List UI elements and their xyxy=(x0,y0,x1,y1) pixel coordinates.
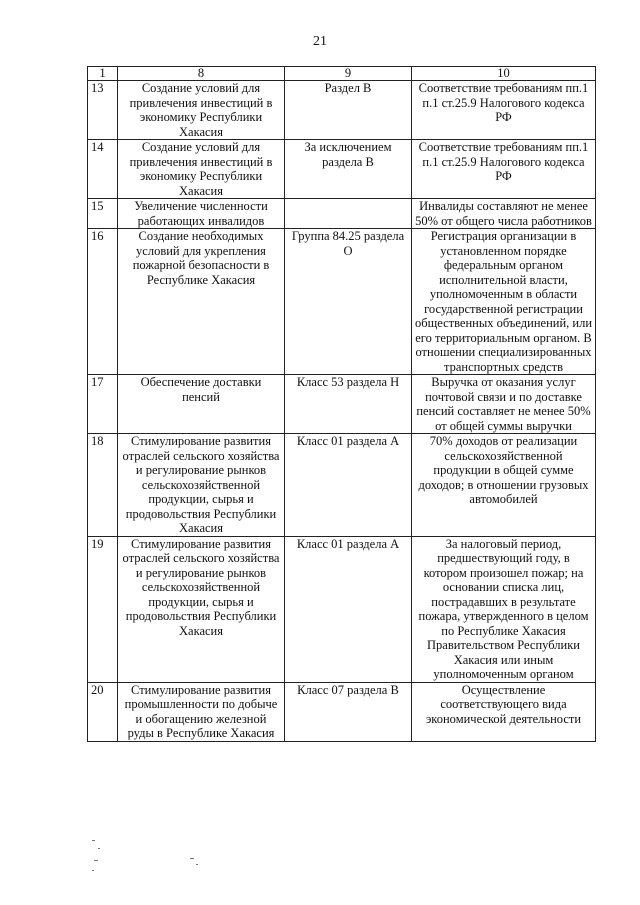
header-col-9: 9 xyxy=(285,67,412,81)
table-row xyxy=(88,140,596,199)
goal-cell: Создание необходимых условий для укрепления пожарной безопасности в Республике Хакасия xyxy=(118,229,285,375)
condition-cell: Осуществление соответствующего вида экономической деятельности xyxy=(412,682,596,741)
row-number: 20 xyxy=(88,682,118,741)
condition-cell: 70% доходов от реализации сельскохозяйственной продукции в общей сумме доходов; в отношении грузовых автомобилей xyxy=(412,434,596,537)
activity-code-cell xyxy=(285,199,412,229)
document-table xyxy=(87,66,596,742)
row-number: 15 xyxy=(88,199,118,229)
activity-code-cell: Класс 01 раздела А xyxy=(285,536,412,682)
row-number: 16 xyxy=(88,229,118,375)
activity-code-cell: За исключением раздела В xyxy=(285,140,412,199)
row-number: 19 xyxy=(88,536,118,682)
goal-cell: Создание условий для привлечения инвестиций в экономику Республики Хакасия xyxy=(118,81,285,140)
goal-cell: Стимулирование развития промышленности по добыче и обогащению железной руды в Республике Хакасия xyxy=(118,682,285,741)
activity-code-cell: Класс 53 раздела Н xyxy=(285,375,412,434)
condition-cell: За налоговый период, предшествующий году, в котором произошел пожар; на основании списка лиц, пострадавших в результате пожара, утвержденного в целом по Республике Хакасия Правительством Республики Хакасия или иным уполномоченным органом xyxy=(412,536,596,682)
header-col-1: 1 xyxy=(88,67,118,81)
header-col-8: 8 xyxy=(118,67,285,81)
activity-code-cell: Класс 07 раздела В xyxy=(285,682,412,741)
activity-code-cell: Группа 84.25 раздела О xyxy=(285,229,412,375)
table-row xyxy=(88,536,596,682)
table-row xyxy=(88,199,596,229)
row-number: 14 xyxy=(88,140,118,199)
goal-cell: Увеличение численности работающих инвалидов xyxy=(118,199,285,229)
condition-cell: Выручка от оказания услуг почтовой связи и по доставке пенсий составляет не менее 50% от общей суммы выручки xyxy=(412,375,596,434)
condition-cell: Инвалиды составляют не менее 50% от общего числа работников xyxy=(412,199,596,229)
table-row xyxy=(88,229,596,375)
header-col-10: 10 xyxy=(412,67,596,81)
table-header-row xyxy=(88,67,596,81)
condition-cell: Соответствие требованиям пп.1 п.1 ст.25.9 Налогового кодекса РФ xyxy=(412,140,596,199)
goal-cell: Создание условий для привлечения инвестиций в экономику Республики Хакасия xyxy=(118,140,285,199)
activity-code-cell: Раздел В xyxy=(285,81,412,140)
goal-cell: Стимулирование развития отраслей сельского хозяйства и регулирование рынков сельскохозяйственной продукции, сырья и продовольствия Республики Хакасия xyxy=(118,536,285,682)
goal-cell: Стимулирование развития отраслей сельского хозяйства и регулирование рынков сельскохозяйственной продукции, сырья и продовольствия Республики Хакасия xyxy=(118,434,285,537)
table-row xyxy=(88,81,596,140)
table-row xyxy=(88,434,596,537)
scan-artifact-marks xyxy=(92,838,212,878)
table-row xyxy=(88,375,596,434)
row-number: 13 xyxy=(88,81,118,140)
condition-cell: Соответствие требованиям пп.1 п.1 ст.25.9 Налогового кодекса РФ xyxy=(412,81,596,140)
page-number: 21 xyxy=(313,34,327,49)
table-row xyxy=(88,682,596,741)
goal-cell: Обеспечение доставки пенсий xyxy=(118,375,285,434)
condition-cell: Регистрация организации в установленном порядке федеральным органом исполнительной власти, уполномоченным в области государственной регистрации общественных объединений, или его территориальным органом. В отношении специализированных транспортных средств xyxy=(412,229,596,375)
activity-code-cell: Класс 01 раздела А xyxy=(285,434,412,537)
row-number: 18 xyxy=(88,434,118,537)
row-number: 17 xyxy=(88,375,118,434)
